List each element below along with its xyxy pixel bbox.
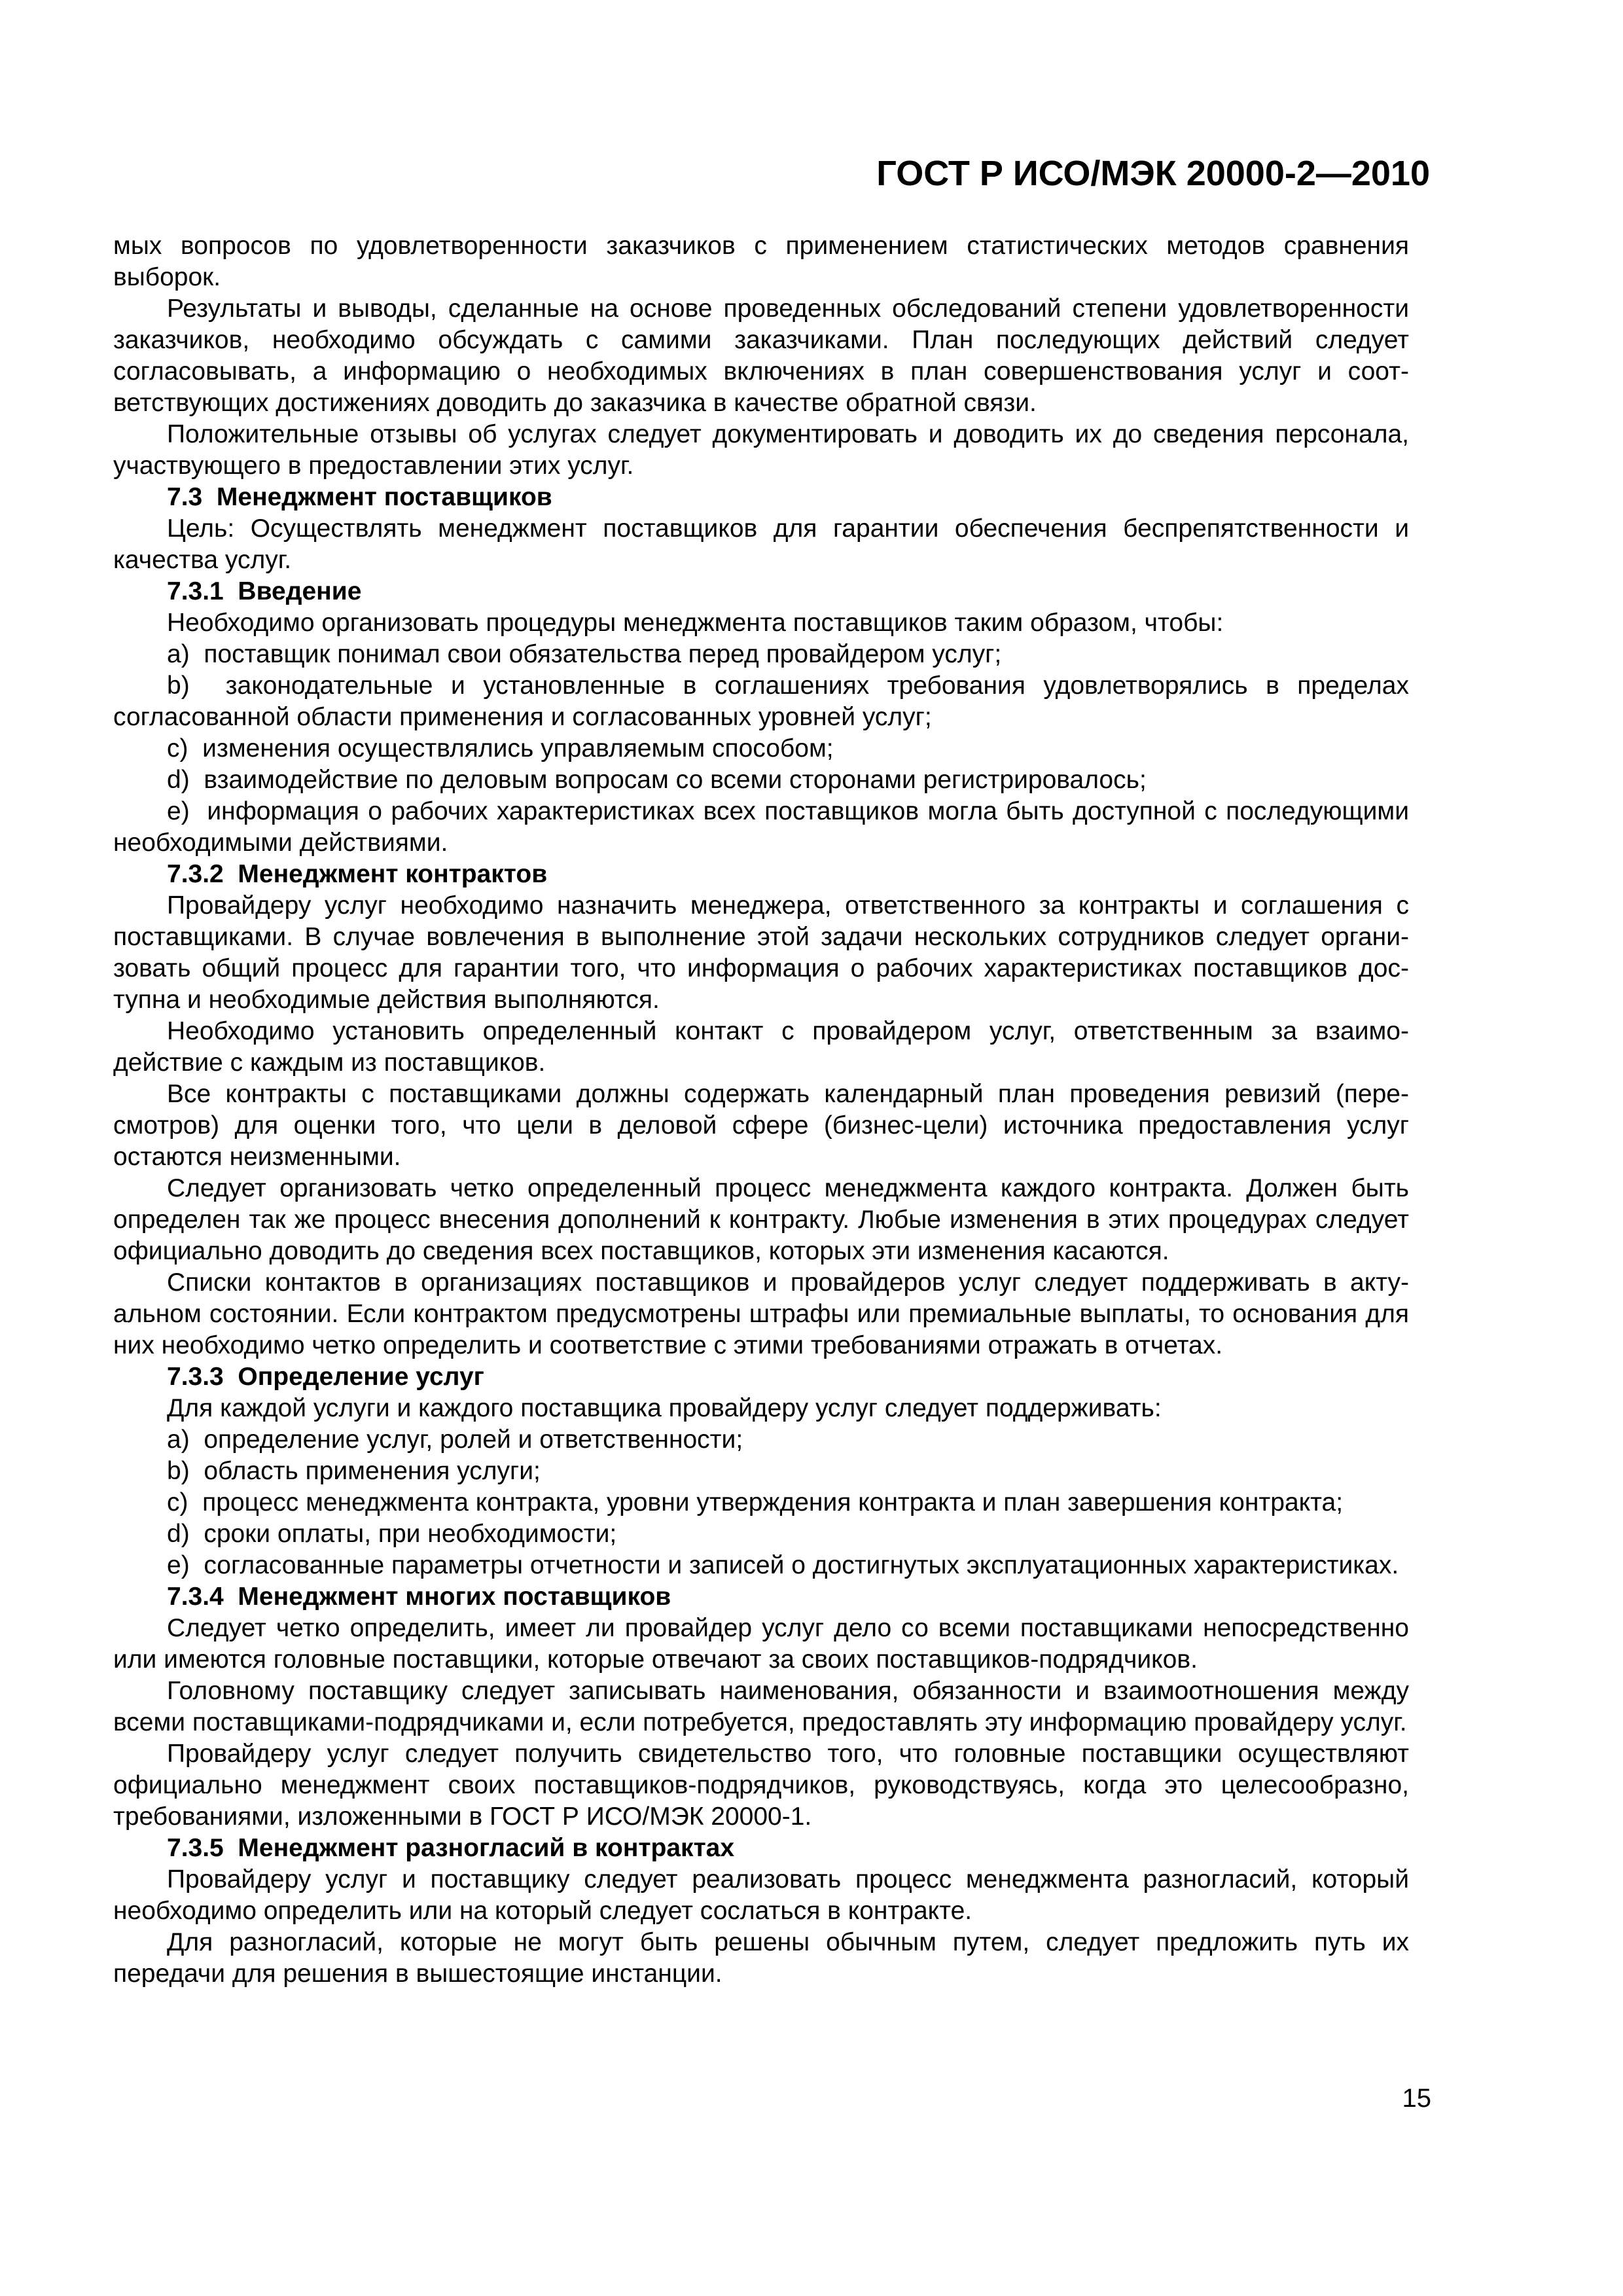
paragraph: Для разногласий, которые не могут быть решены обычным путем, следует предложить путь их передачи для решения в вышестоящие инстанции.: [113, 1928, 1409, 1988]
paragraph-goal: Цель: Осуществлять менеджмент поставщиков для гарантии обеспечения беспрепятственности и качества услуг.: [113, 514, 1409, 574]
paragraph: Результаты и выводы, сделанные на основе проведенных обследований степени удовлетворенности заказчиков, необходимо обсуждать с самими заказчиками. План последующих действий следует согласовывать, а информацию о необходимых включениях в план совершенствования услуг и соответствующих достижениях доводить до заказчика в качестве обратной связи.: [113, 295, 1409, 417]
list-item-b: b) законодательные и установленные в соглашениях требования удовлетворялись в пределах согласованной области применения и согласованных уровней услуг;: [113, 672, 1409, 731]
paragraph: Провайдеру услуг и поставщику следует реализовать процесс менеджмента разногласий, который необходимо определить или на который следует сослаться в контракте.: [113, 1865, 1409, 1925]
section-heading-7-3-3: 7.3.3 Определение услуг: [167, 1363, 484, 1391]
paragraph: Необходимо установить определенный контакт с провайдером услуг, ответственным за взаимодействие с каждым из поставщиков.: [113, 1017, 1409, 1077]
paragraph: Положительные отзывы об услугах следует документировать и доводить их до сведения персонала, участвующего в предоставлении этих услуг.: [113, 420, 1409, 480]
list-item-c: c) процесс менеджмента контракта, уровни утверждения контракта и план завершения контракта;: [167, 1488, 1344, 1516]
section-heading-7-3-2: 7.3.2 Менеджмент контрактов: [167, 860, 548, 888]
list-item-a: a) определение услуг, ролей и ответственности;: [167, 1426, 743, 1454]
list-item-e: e) информация о рабочих характеристиках всех поставщиков могла быть доступной с последующими необходимыми действиями.: [113, 797, 1409, 857]
paragraph: Головному поставщику следует записывать наименования, обязанности и взаимоотношения между всеми поставщиками-подрядчиками и, если потребуется, предоставлять эту информацию провайдеру услуг.: [113, 1677, 1409, 1736]
paragraph: Все контракты с поставщиками должны содержать календарный план проведения ревизий (пересмотров) для оценки того, что цели в деловой сфере (бизнес-цели) источника предоставления услуг остаются неизменными.: [113, 1080, 1409, 1171]
paragraph: Необходимо организовать процедуры менеджмента поставщиков таким образом, чтобы:: [167, 609, 1224, 637]
paragraph: Следует организовать четко определенный процесс менеджмента каждого контракта. Должен быть определен так же процесс внесения дополнений к контракту. Любые изменения в этих процедурах следует официально доводить до сведения всех поставщиков, которых эти изменения касаются.: [113, 1174, 1409, 1265]
list-item-d: d) взаимодействие по деловым вопросам со всеми сторонами регистрировалось;: [167, 766, 1147, 794]
document-body: [113, 230, 1409, 1990]
list-item-c: c) изменения осуществлялись управляемым способом;: [167, 734, 834, 762]
paragraph: Для каждой услуги и каждого поставщика провайдеру услуг следует поддерживать:: [167, 1394, 1162, 1422]
standard-code-header: ГОСТ Р ИСО/МЭК 20000-2—2010: [876, 154, 1430, 193]
section-heading-7-3-5: 7.3.5 Менеджмент разногласий в контрактах: [167, 1834, 735, 1862]
paragraph: Провайдеру услуг следует получить свидетельство того, что головные поставщики осуществляют официально менеджмент своих поставщиков-подрядчиков, руководствуясь, когда это целесообразно, требованиями, изложенными в ГОСТ Р ИСО/МЭК 20000-1.: [113, 1740, 1409, 1831]
list-item-e: e) согласованные параметры отчетности и записей о достигнутых эксплуатационных характеристиках.: [167, 1551, 1399, 1579]
page-number: 15: [1402, 2084, 1431, 2113]
paragraph: Провайдеру услуг необходимо назначить менеджера, ответственного за контракты и соглашения с поставщиками. В случае вовлечения в выполнение этой задачи нескольких сотрудников следует организовать общий процесс для гарантии того, что информация о рабочих характеристиках поставщиков доступна и необходимые действия выполняются.: [113, 891, 1409, 1014]
section-heading-7-3: 7.3 Менеджмент поставщиков: [167, 483, 552, 511]
list-item-a: a) поставщик понимал свои обязательства перед провайдером услуг;: [167, 640, 1002, 668]
section-heading-7-3-1: 7.3.1 Введение: [167, 577, 362, 605]
section-heading-7-3-4: 7.3.4 Менеджмент многих поставщиков: [167, 1583, 671, 1611]
paragraph: Следует четко определить, имеет ли провайдер услуг дело со всеми поставщиками непосредственно или имеются головные поставщики, которые отвечают за своих поставщиков-подрядчиков.: [113, 1614, 1409, 1674]
list-item-b: b) область применения услуги;: [167, 1457, 541, 1485]
list-item-d: d) сроки оплаты, при необходимости;: [167, 1520, 617, 1548]
paragraph: Списки контактов в организациях поставщиков и провайдеров услуг следует поддерживать в актуальном состоянии. Если контрактом предусмотрены штрафы или премиальные выплаты, то основания для них необходимо четко определить и соответствие с этими требованиями отражать в отчетах.: [113, 1268, 1409, 1359]
paragraph-continuation: мых вопросов по удовлетворенности заказчиков с применением статистических методов сравнения выборок.: [113, 232, 1409, 291]
